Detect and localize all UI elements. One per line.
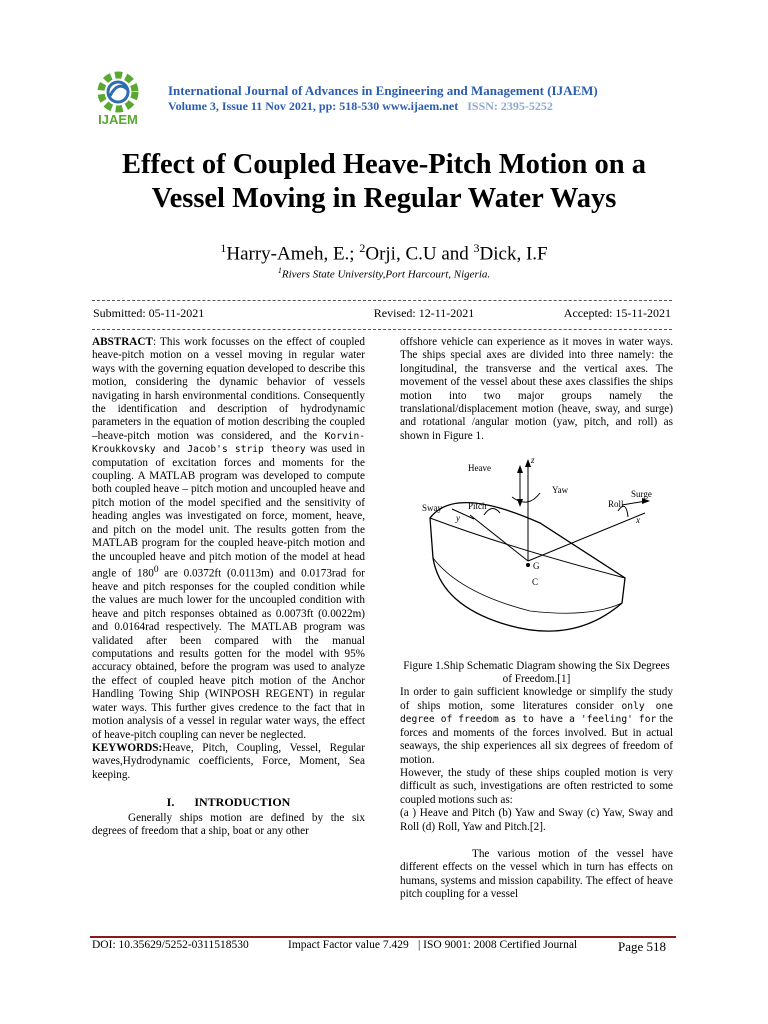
svg-text:z: z [531,455,535,466]
figure-label-roll: Roll [608,499,624,510]
doi: DOI: 10.35629/5252-0311518530 [92,939,249,951]
revised-date: Revised: 12-11-2021 [373,306,475,320]
figure-label-surge: Surge [631,489,652,500]
affiliation: $^1$Rivers State University,Port Harcourt, Nigeria. [277,266,491,281]
left-column [92,336,365,838]
accepted-date: Accepted: 15-11-2021 [563,306,671,320]
svg-text:y: y [456,513,460,524]
paper-title: Effect of Coupled Heave-Pitch Motion on a Vessel Moving in Regular Water Ways [121,149,646,214]
figure-label-pitch: Pitch [468,501,487,512]
keywords: KEYWORDS:Heave, Pitch, Coupling, Vessel, Regular waves,Hydrodynamic coefficients, Force, Moment, Sea keeping. [92,741,365,781]
svg-text:C: C [532,577,539,588]
journal-name: International Journal of Advances in Engineering and Management (IJAEM) [168,83,598,98]
journal-header [88,66,688,126]
impact-factor: Impact Factor value 7.429 [288,939,409,951]
issn: ISSN: 2395-5252 [467,99,553,113]
iso-certification: | ISO 9001: 2008 Certified Journal [418,939,578,951]
right-column [400,336,673,902]
page-footer [92,939,672,955]
paragraph: offshore vehicle can experience as it moves in water ways. The ships special axes are divided into three namely: the longitudinal, the transverse and the vertical axes. The movement of the vessel about these axes classifies the ships motion into two major groups namely the translational/displacement motion (heave, sway, and surge) and rotational /angular motion (yaw, pitch, and roll) as shown in Figure 1. [400,336,673,442]
footer-rule [90,936,676,938]
svg-text:G: G [533,561,540,572]
paragraph: (a ) Heave and Pitch (b) Yaw and Sway (c) Yaw, Sway and Roll (d) Roll, Yaw and Pitch.[2]. [400,807,673,833]
svg-text:x: x [636,515,640,526]
page-number: Page 518 [618,939,667,954]
figure-label-yaw: Yaw [552,485,569,496]
paragraph: In order to gain sufficient knowledge or simplify the study of ships motion, some literatures consider only one degree of freedom as to have a 'feeling' for the forces and moments of the forces involved. But in actual seaways, the ship experiences all six degrees of freedom of motion. [400,686,673,766]
ijaem-logo [88,66,156,128]
journal-volume: Volume 3, Issue 11 Nov 2021, pp: 518-530 www.ijaem.net ISSN: 2395-5252 [168,99,553,113]
logo-text: IJAEM [98,112,138,127]
figure-caption: Figure 1.Ship Schematic Diagram showing the Six Degrees of Freedom.[1] [403,659,670,686]
intro-paragraph: Generally ships motion are defined by the six degrees of freedom that a ship, boat or any other [92,811,365,837]
section-heading: I. INTRODUCTION [166,795,291,810]
figure-label-heave: Heave [468,463,491,474]
figure-label-sway: Sway [422,503,442,514]
paragraph: The various motion of the vessel have different effects on the vessel which in turn has effects on humans, systems and mission capability. The effect of heave pitch coupling for a vessel [400,847,673,901]
divider [92,329,672,330]
ship-schematic-figure [400,453,673,653]
abstract: ABSTRACT: This work focusses on the effect of coupled heave-pitch motion on a vessel moving in regular water ways with the governing equation developed to describe this motion, considering the dynamic behavior of vessels navigating in harsh environmental conditions. Consequently the identification and description of hydrodynamic parameters in the equation of motion describing the coupled –heave-pitch motion was considered, and the Korvin-Kroukkovsky and Jacob's strip theory was used in computation of excitation forces and moments for the coupling. A MATLAB program was developed to compute both coupled heave – pitch motion and uncoupled heave and pitch motion of the model specified and the sensitivity of heading angles was investigated on force, moment, heave, and pitch on the model unit. The results gotten from the MATLAB program for the coupled heave-pitch motion and the uncoupled heave and pitch motion of the model at head angle of $180^0$ are 0.0372ft (0.0113m) and 0.0173rad for heave and pitch responses for the coupled condition while the values are much lower for the uncoupled condition with heave and pitch responses obtained as 0.0073ft (0.0022m) and 0.0164rad respectively. The MATLAB program was validated after been compared with the manual computations and results gotten for the model with 95% accuracy obtained, before the program was used to analyze the effect of coupled heave pitch motion of the Anchor Handling Towing Ship (WINPOSH REGENT) in regular water ways. This further gives credence to the fact that in motion analysis of a vessel in regular water ways, the effect of heave-pitch coupling can never be neglected. [92,336,365,741]
author-list: $^1$Harry-Ameh, E.; $^2$Orji, C.U and $^3$Dick, I.F [220,241,548,265]
submission-dates [93,306,671,321]
paragraph: However, the study of these ships coupled motion is very difficult as such, investigations are often restricted to some coupled motions such as: [400,766,673,806]
submitted-date: Submitted: 05-11-2021 [93,306,205,320]
divider [92,300,672,301]
